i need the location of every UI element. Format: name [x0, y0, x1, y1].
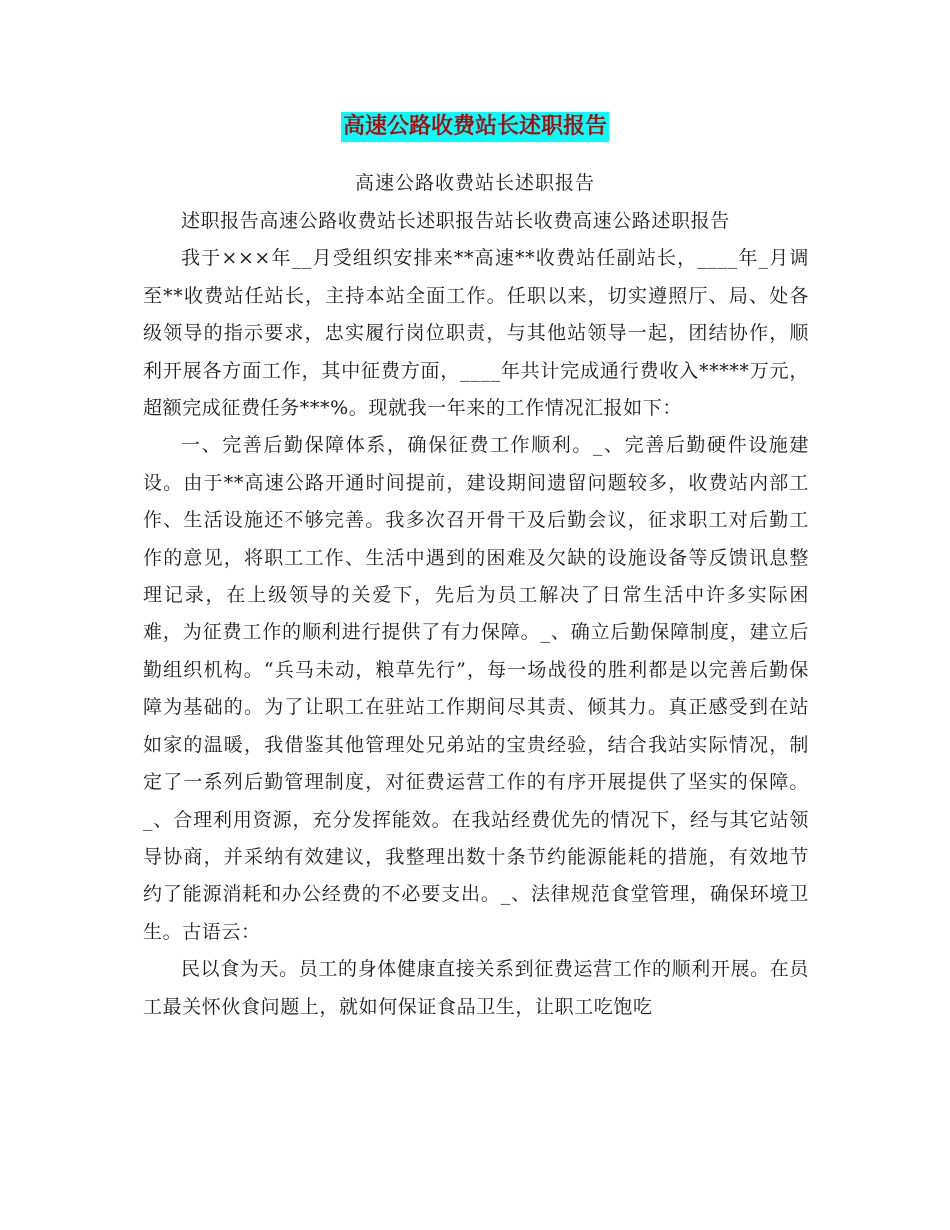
paragraph: 述职报告高速公路收费站长述职报告站长收费高速公路述职报告: [181, 210, 730, 232]
document-subtitle: 高速公路收费站长述职报告: [354, 172, 595, 194]
document-title: 高速公路收费站长述职报告: [341, 112, 609, 142]
paragraph: 民以食为天。员工的身体健康直接关系到征费运营工作的顺利开展。在员工最关怀伙食问题上，就如何保证食品卫生，让职工吃饱吃: [143, 958, 809, 1018]
title-container: [0, 112, 950, 142]
paragraph: 我于×××年__月受组织安排来**高速**收费站任副站长，____年_月调至**收费站任站长，主持本站全面工作。任职以来，切实遵照厅、局、处各级领导的指示要求，忠实履行岗位职责，与其他站领导一起，团结协作，顺利开展各方面工作，其中征费方面，____年共计完成通行费收入*****万元，超额完成征费任务***%。现就我一年来的工作情况汇报如下：: [143, 247, 809, 420]
paragraph: 一、完善后勤保障体系，确保征费工作顺利。_、完善后勤硬件设施建设。由于**高速公路开通时间提前，建设期间遗留问题较多，收费站内部工作、生活设施还不够完善。我多次召开骨干及后勤会议，征求职工对后勤工作的意见，将职工工作、生活中遇到的困难及欠缺的设施设备等反馈讯息整理记录，在上级领导的关爱下，先后为员工解决了日常生活中许多实际困难，为征费工作的顺利进行提供了有力保障。_、确立后勤保障制度，建立后勤组织机构。“兵马未动，粮草先行”，每一场战役的胜利都是以完善后勤保障为基础的。为了让职工在驻站工作期间尽其责、倾其力。真正感受到在站如家的温暖，我借鉴其他管理处兄弟站的宝贵经验，结合我站实际情况，制定了一系列后勤管理制度，对征费运营工作的有序开展提供了坚实的保障。_、合理利用资源，充分发挥能效。在我站经费优先的情况下，经与其它站领导协商，并采纳有效建议，我整理出数十条节约能源能耗的措施，有效地节约了能源消耗和办公经费的不必要支出。_、法律规范食堂管理，确保环境卫生。古语云：: [143, 434, 809, 943]
document-body: [143, 203, 809, 1026]
